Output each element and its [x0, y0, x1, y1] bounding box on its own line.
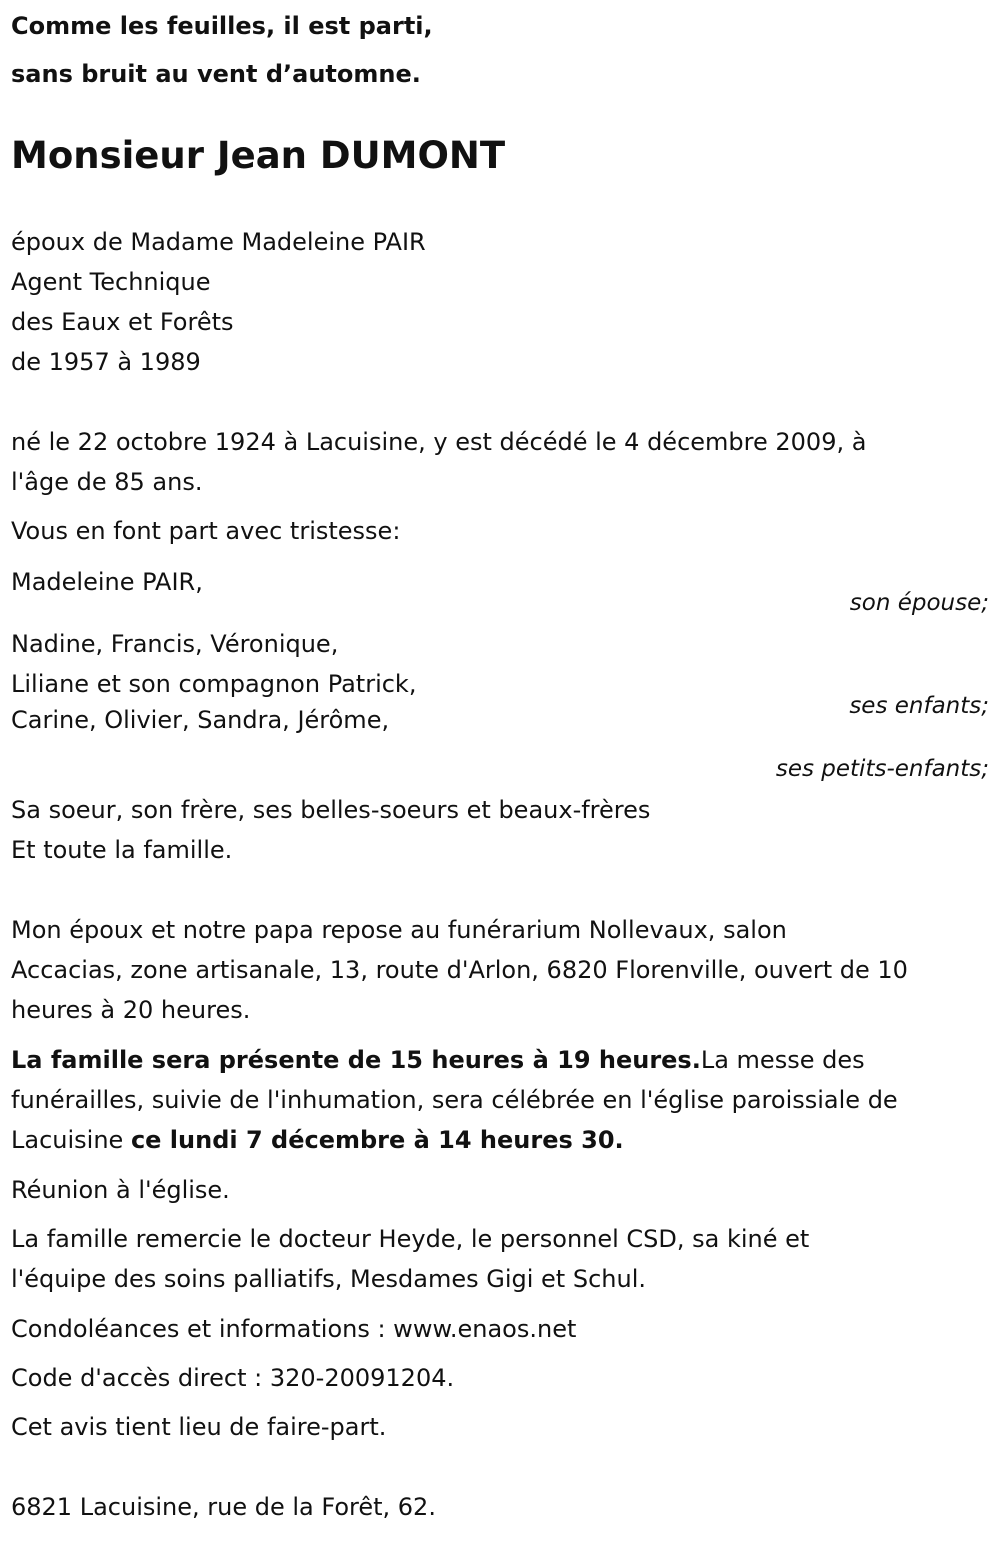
epigraph	[11, 2, 433, 98]
funerarium-line-1: Mon époux et notre papa repose au funérarium Nollevaux, salon	[11, 916, 787, 944]
funerarium-line-3: heures à 20 heures.	[11, 996, 251, 1024]
announcement: Vous en font part avec tristesse:	[11, 517, 401, 545]
birth-death-line-2: l'âge de 85 ans.	[11, 468, 203, 496]
family-presence-hours: La famille sera présente de 15 heures à 19 heures.	[11, 1046, 701, 1074]
family-others	[11, 790, 650, 870]
service-line-1	[11, 1040, 898, 1080]
family-grandchildren: Carine, Olivier, Sandra, Jérôme,	[11, 706, 390, 734]
service-info	[11, 1040, 898, 1160]
family-children-role: ses enfants;	[849, 693, 989, 719]
bio-years: de 1957 à 1989	[11, 348, 201, 376]
others-line-1: Sa soeur, son frère, ses belles-soeurs et beaux-frères	[11, 796, 651, 824]
bio-spouse: époux de Madame Madeleine PAIR	[11, 228, 426, 256]
epigraph-line-2: sans bruit au vent d’automne.	[11, 60, 421, 88]
birth-death-line-1: né le 22 octobre 1924 à Lacuisine, y est décédé le 4 décembre 2009, à	[11, 428, 867, 456]
family-address: 6821 Lacuisine, rue de la Forêt, 62.	[11, 1493, 436, 1521]
service-line-3	[11, 1120, 898, 1160]
thanks-line-2: l'équipe des soins palliatifs, Mesdames Gigi et Schul.	[11, 1265, 646, 1293]
epigraph-line-1: Comme les feuilles, il est parti,	[11, 12, 433, 40]
notice: Cet avis tient lieu de faire-part.	[11, 1413, 387, 1441]
service-line-2: funérailles, suivie de l'inhumation, sera célébrée en l'église paroissiale de	[11, 1086, 898, 1114]
family-children	[11, 624, 416, 704]
bio-job-line-1: Agent Technique	[11, 268, 211, 296]
access-code: Code d'accès direct : 320-20091204.	[11, 1364, 455, 1392]
bio-job-line-2: des Eaux et Forêts	[11, 308, 234, 336]
deceased-name: Monsieur Jean DUMONT	[11, 134, 506, 177]
funerarium-line-2: Accacias, zone artisanale, 13, route d'Arlon, 6820 Florenville, ouvert de 10	[11, 956, 908, 984]
thanks	[11, 1219, 809, 1299]
thanks-line-1: La famille remercie le docteur Heyde, le personnel CSD, sa kiné et	[11, 1225, 810, 1253]
biography	[11, 222, 426, 382]
family-grandchildren-role: ses petits-enfants;	[775, 756, 989, 782]
others-line-2: Et toute la famille.	[11, 836, 233, 864]
children-line-1: Nadine, Francis, Véronique,	[11, 630, 339, 658]
birth-death-info	[11, 422, 866, 502]
family-wife-name: Madeleine PAIR,	[11, 568, 203, 596]
children-line-2: Liliane et son compagnon Patrick,	[11, 670, 417, 698]
meeting-info: Réunion à l'église.	[11, 1176, 230, 1204]
funerarium-info	[11, 910, 908, 1030]
family-wife-role: son épouse;	[849, 590, 989, 616]
service-line-3-text: Lacuisine	[11, 1126, 131, 1154]
condolences-info: Condoléances et informations : www.enaos.net	[11, 1315, 577, 1343]
service-line-1-text: La messe des	[700, 1046, 865, 1074]
mass-date-time: ce lundi 7 décembre à 14 heures 30.	[130, 1126, 624, 1154]
